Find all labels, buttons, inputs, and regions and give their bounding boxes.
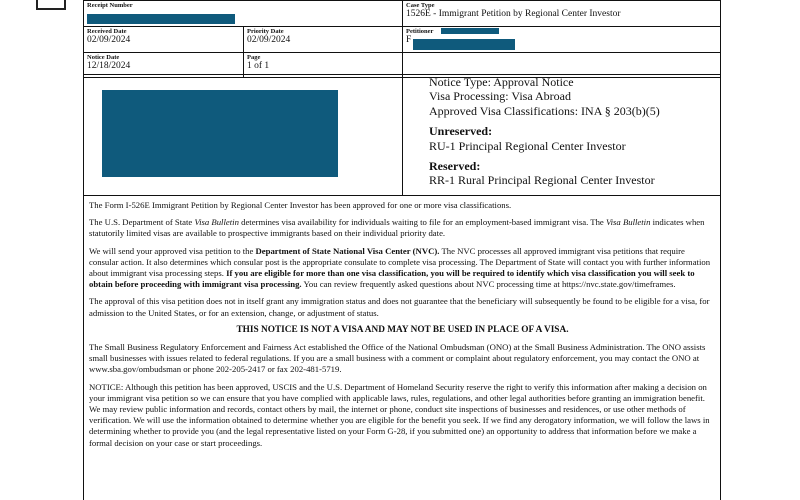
petitioner-label-redaction bbox=[441, 28, 499, 34]
visa-bulletin-paragraph bbox=[89, 217, 716, 239]
visa-classifications-line: Approved Visa Classifications: INA § 203(b)(5) bbox=[429, 103, 660, 118]
visa-bulletin-text-b: determines visa availability for individuals waiting to file for an employment-based immigrant visa. The bbox=[238, 217, 606, 228]
petitioner-initial: F bbox=[406, 35, 412, 46]
address-block bbox=[84, 75, 403, 195]
visa-bulletin-text-c: indicates when statutorily limited visas are available to prospective immigrants based on their individual priority date. bbox=[89, 217, 705, 239]
priority-date-value: 02/09/2024 bbox=[247, 35, 291, 46]
unreserved-value: RU-1 Principal Regional Center Investor bbox=[429, 138, 626, 153]
notice-details bbox=[403, 75, 720, 195]
unreserved-heading: Unreserved: bbox=[429, 124, 493, 139]
nvc-text-b: The NVC processes all approved immigrant visa petitions that require consular action. It also determines which consular post is the appropriate consulate to complete visa processing. The Department of State will contact you with further information about immigrant visa processing steps. bbox=[89, 245, 711, 279]
not-a-visa-warning: THIS NOTICE IS NOT A VISA AND MAY NOT BE USED IN PLACE OF A VISA. bbox=[236, 324, 569, 335]
notice-body bbox=[83, 196, 721, 500]
page-value: 1 of 1 bbox=[247, 61, 270, 72]
nvc-bold-1: Department of State National Visa Center (NVC). bbox=[255, 245, 440, 256]
received-date-cell bbox=[84, 27, 243, 52]
notice-date-value: 12/18/2024 bbox=[87, 61, 131, 72]
visa-bulletin-text-a: The U.S. Department of State bbox=[89, 217, 195, 228]
page-label: Page bbox=[247, 54, 261, 61]
notice-date-label: Notice Date bbox=[87, 54, 120, 61]
reserved-heading: Reserved: bbox=[429, 159, 481, 174]
received-date-label: Received Date bbox=[87, 28, 127, 35]
receipt-number-label: Receipt Number bbox=[87, 2, 133, 9]
priority-date-cell bbox=[243, 27, 402, 52]
visa-processing-line: Visa Processing: Visa Abroad bbox=[429, 89, 571, 104]
ombudsman-paragraph: The Small Business Regulatory Enforcement and Fairness Act established the Office of the National Ombudsman (ONO) at the Small Business Administration. The ONO assists small businesses with issues related to federal regulations. If you are a small business with a comment or complaint about regulatory enforcement, you may contact the ONO at www.sba.gov/ombudsman or phone 202-205-2417 or fax 202-481-5719. bbox=[89, 342, 706, 375]
approval-notice-page bbox=[83, 0, 721, 500]
nvc-bold-2: If you are eligible for more than one visa classification, you will be required to identify which visa classification you will seek to obtain before proceeding with immigrant visa processing. bbox=[89, 268, 695, 290]
notice-summary-box bbox=[83, 74, 721, 196]
nvc-text-c: You can review frequently asked questions about NVC processing time at https://nvc.state.gov/timeframes. bbox=[301, 279, 676, 290]
notice-header-grid bbox=[83, 0, 721, 78]
case-type-value: 1526E - Immigrant Petition by Regional Center Investor bbox=[406, 9, 621, 20]
visa-bulletin-italic-2: Visa Bulletin bbox=[605, 217, 651, 228]
receipt-number-cell bbox=[84, 1, 402, 26]
petitioner-cell bbox=[402, 27, 720, 52]
address-redaction bbox=[102, 90, 338, 177]
nvc-paragraph bbox=[89, 246, 716, 291]
receipt-number-redaction bbox=[87, 14, 235, 24]
status-disclaimer-paragraph: The approval of this visa petition does not in itself grant any immigration status and does not guarantee that the beneficiary will subsequently be found to be eligible for a visa, for admission to the United States, or for an extension, change, or adjustment of status. bbox=[89, 296, 710, 318]
nvc-text-a: We will send your approved visa petition to the bbox=[89, 245, 256, 256]
scan-corner-mark bbox=[36, 0, 66, 10]
approval-paragraph: The Form I-526E Immigrant Petition by Regional Center Investor has been approved for one or more visa classifications. bbox=[89, 200, 512, 210]
petitioner-name-redaction bbox=[413, 39, 515, 50]
received-date-value: 02/09/2024 bbox=[87, 35, 131, 46]
case-type-label: Case Type bbox=[406, 2, 435, 9]
notice-type-line: Notice Type: Approval Notice bbox=[429, 75, 574, 89]
reserved-value: RR-1 Rural Principal Regional Center Investor bbox=[429, 173, 655, 188]
visa-bulletin-italic-1: Visa Bulletin bbox=[194, 217, 239, 228]
petitioner-label: Petitioner bbox=[406, 28, 434, 35]
verification-notice-paragraph: NOTICE: Although this petition has been approved, USCIS and the U.S. Department of Homeland Security reserve the right to verify this information after making a decision on your immigrant visa petition so we can ensure that you have complied with applicable laws, rules, regulations, and other legal authorities before granting an immigration benefit. We may review public information and records, contact others by mail, the internet or phone, conduct site inspections of businesses and residences, or use other methods of verification. We will use the information obtained to determine whether you are eligible for the benefit you seek. If we find any derogatory information, we will follow the laws in determining whether to provide you (and the legal representative listed on your Form G-28, if you submitted one) an opportunity to address that information before we make a formal decision on your case or start proceedings. bbox=[89, 381, 710, 448]
case-type-cell bbox=[402, 1, 720, 26]
priority-date-label: Priority Date bbox=[247, 28, 284, 35]
